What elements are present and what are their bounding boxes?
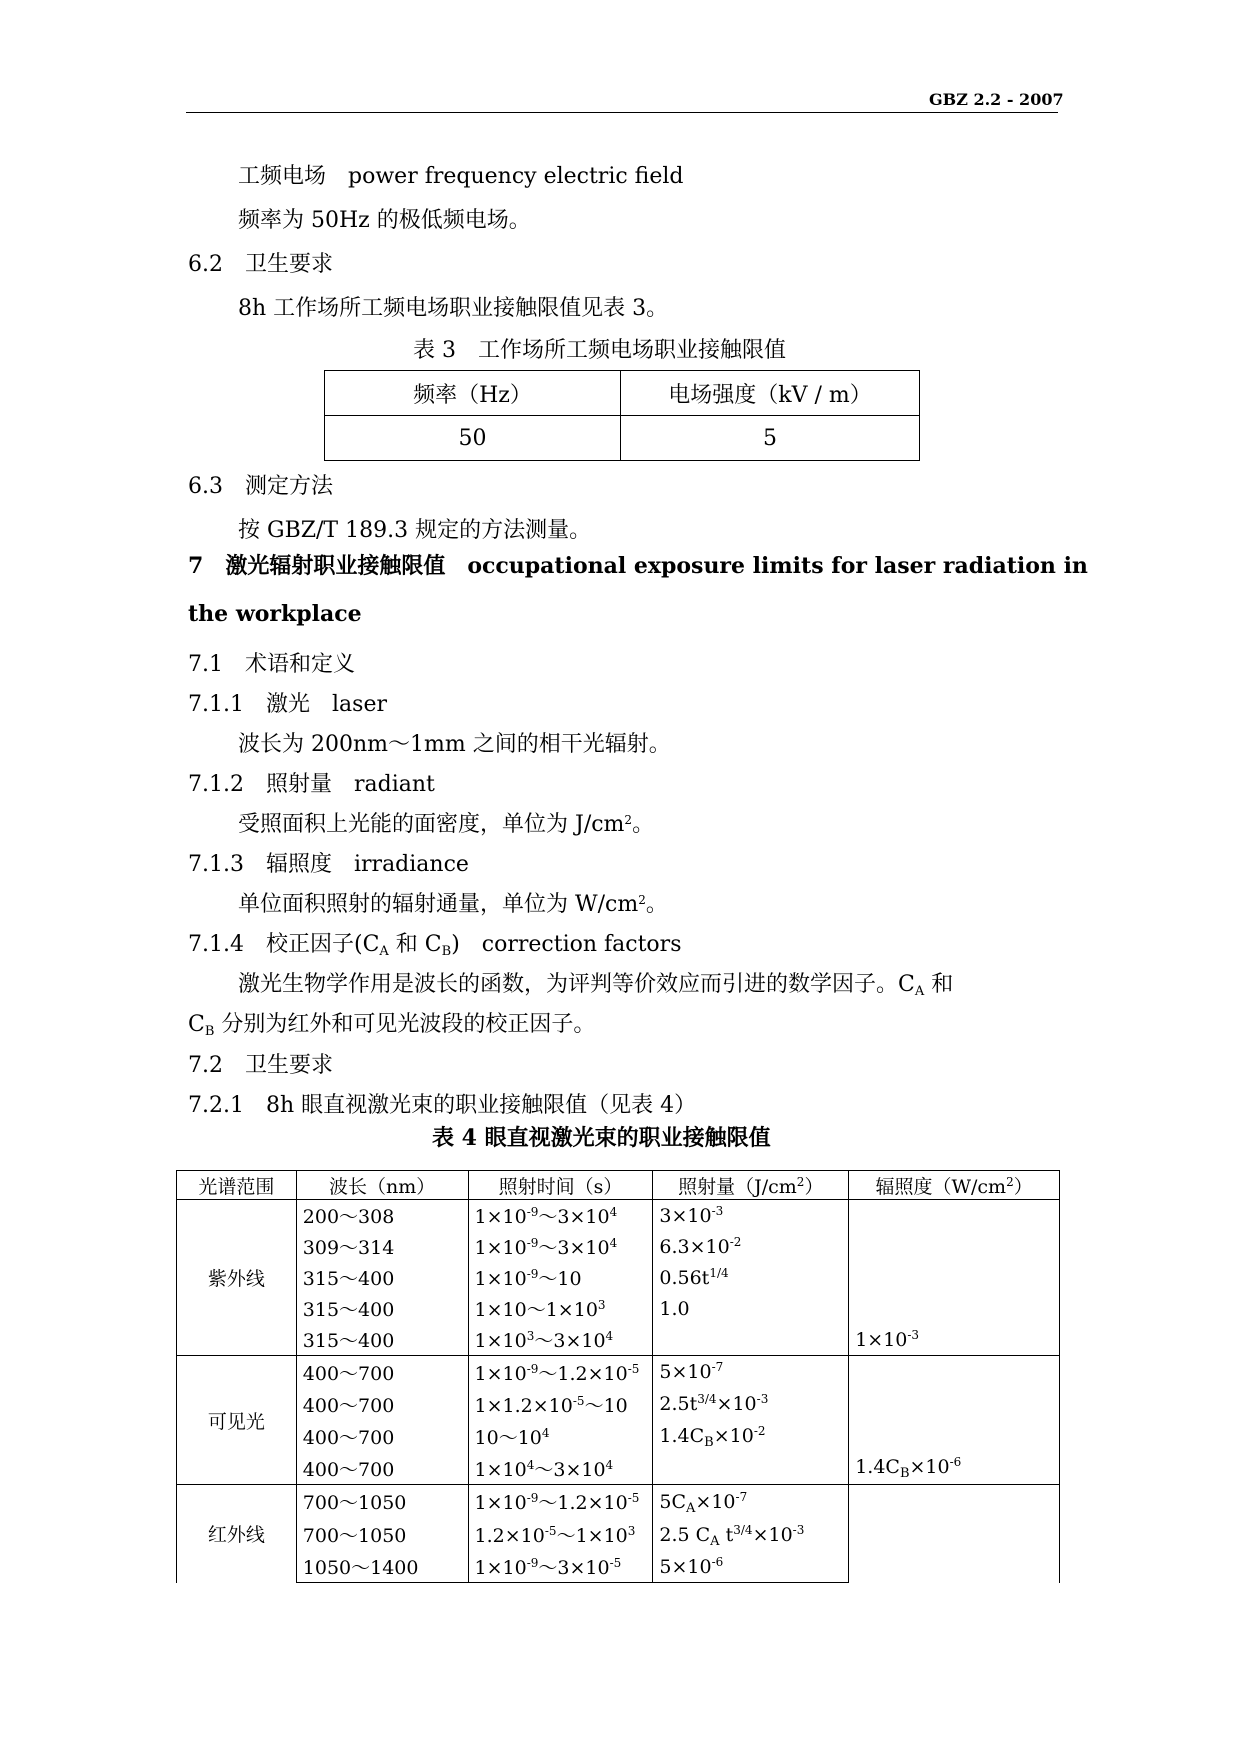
table4-exposure-time: $1\times 10^{-9}\sim 3\times 10^4$ (468, 1231, 653, 1262)
table3-cell-strength: 5 (621, 416, 920, 461)
table4-wavelength: 400～700 (296, 1452, 468, 1485)
table-row (177, 1485, 1060, 1519)
table4-irradiance (849, 1485, 1060, 1583)
table4-exposure-time: $1\times 10^4\sim 3\times 10^4$ (468, 1452, 653, 1485)
section-7-heading: 7 激光辐射职业接触限值 occupational exposure limits for laser radiation in (188, 553, 1088, 579)
table4-exposure-time: $1\times 10^{-9}\sim 10$ (468, 1262, 653, 1293)
table4-radiant-exposure (653, 1452, 849, 1485)
section-7-1-3-heading: 7.1.3 辐照度 irradiance (188, 852, 469, 877)
table4-radiant-exposure: $5\times 10^{-6}$ (653, 1551, 849, 1583)
table4-wavelength: 700～1050 (296, 1485, 468, 1519)
table4-radiant-exposure: $6.3\times 10^{-2}$ (653, 1231, 849, 1262)
table4-header-irradiance: 辐照度$(W/cm^2)$ (849, 1171, 1060, 1200)
table4-category-infrared: 红外线 (177, 1485, 297, 1583)
table4-exposure-time: $1\times 10^3\sim 3\times 10^4$ (468, 1324, 653, 1356)
term-en: power frequency electric field (348, 164, 684, 189)
term-definition: 频率为 50Hz 的极低频电场。 (238, 208, 531, 233)
table4-header-radiant-exposure: 照射量$(J/cm^2)$ (653, 1171, 849, 1200)
section-7-2-heading: 7.2 卫生要求 (188, 1053, 334, 1078)
table4-radiant-exposure: $2.5t^{3/4}\times 10^{-3}$ (653, 1388, 849, 1420)
table4-radiant-exposure: $1.4C_B\times 10^{-2}$ (653, 1420, 849, 1452)
table4-header-wavelength: 波长（nm） (296, 1171, 468, 1200)
section-7-1-4-definition: 激光生物学作用是波长的函数，为评判等价效应而引进的数学因子。$C_A$ 和 (238, 972, 954, 999)
section-6-3-text: 按 GBZ/T 189.3 规定的方法测量。 (238, 518, 592, 543)
table4-exposure-time: $1\times 10^{-9}\sim 3\times 10^{-5}$ (468, 1551, 653, 1583)
section-6-3-heading: 6.3 测定方法 (188, 474, 334, 499)
table4-wavelength: 315～400 (296, 1293, 468, 1324)
table4-category-uv: 紫外线 (177, 1200, 297, 1356)
section-7-1-4-heading: 7.1.4 校正因子($C_A$ 和 $C_B$) correction factors (188, 932, 682, 959)
section-6-2-heading: 6.2 卫生要求 (188, 252, 334, 277)
table4-exposure-time: $1\times 1.2\times 10^{-5}\sim 10$ (468, 1388, 653, 1420)
term-cn: 工频电场 (238, 164, 327, 189)
section-7-1-heading: 7.1 术语和定义 (188, 652, 356, 677)
table3-caption: 表 3 工作场所工频电场职业接触限值 (413, 338, 786, 363)
table4-wavelength: 400～700 (296, 1388, 468, 1420)
table4 (176, 1170, 1060, 1583)
table4-radiant-exposure (653, 1324, 849, 1356)
table4-caption: 表 4 眼直视激光束的职业接触限值 (432, 1125, 771, 1151)
table4-exposure-time: $10\sim 10^4$ (468, 1420, 653, 1452)
section-7-1-1-heading: 7.1.1 激光 laser (188, 692, 387, 717)
table3-header-field-strength: 电场强度（kV / m） (621, 371, 920, 416)
table4-radiant-exposure: $3\times 10^{-3}$ (653, 1200, 849, 1232)
term-power-frequency (238, 163, 683, 191)
table-row (177, 1200, 1060, 1232)
table4-exposure-time: $1\times 10^{-9}\sim 1.2\times 10^{-5}$ (468, 1356, 653, 1389)
table4-radiant-exposure: $5\times 10^{-7}$ (653, 1356, 849, 1389)
table4-wavelength: 200～308 (296, 1200, 468, 1232)
table-row (177, 1356, 1060, 1389)
section-7-1-2-heading: 7.1.2 照射量 radiant (188, 772, 435, 797)
table4-exposure-time: $1\times 10^{-9}\sim 3\times 10^4$ (468, 1200, 653, 1232)
table4-wavelength: 315～400 (296, 1262, 468, 1293)
header-rule (186, 112, 1058, 113)
table4-exposure-time: $1\times 10\sim 1\times 10^3$ (468, 1293, 653, 1324)
section-7-2-1-heading: 7.2.1 8h 眼直视激光束的职业接触限值（见表 4） (188, 1093, 697, 1118)
table4-header-exposure-time: 照射时间（s） (468, 1171, 653, 1200)
section-6-2-text: 8h 工作场所工频电场职业接触限值见表 3。 (238, 296, 669, 321)
table3-cell-frequency: 50 (325, 416, 621, 461)
table4-category-visible: 可见光 (177, 1356, 297, 1485)
section-7-heading-cont: the workplace (188, 601, 362, 627)
table4-exposure-time: $1.2\times 10^{-5}\sim 1\times 10^3$ (468, 1518, 653, 1551)
table3-header-frequency: 频率（Hz） (325, 371, 621, 416)
table4-exposure-time: $1\times 10^{-9}\sim 1.2\times 10^{-5}$ (468, 1485, 653, 1519)
table4-wavelength: 315～400 (296, 1324, 468, 1356)
table4-irradiance: $1.4C_B\times 10^{-6}$ (849, 1356, 1060, 1485)
table4-radiant-exposure: $0.56t^{1/4}$ (653, 1262, 849, 1293)
table3 (324, 370, 920, 461)
section-7-1-3-definition: 单位面积照射的辐射通量，单位为 $W/cm^2$。 (238, 892, 668, 917)
section-7-1-2-definition: 受照面积上光能的面密度，单位为 $J/cm^2$。 (238, 812, 655, 837)
document-code: GBZ 2.2 - 2007 (929, 90, 1064, 109)
table4-wavelength: 700～1050 (296, 1518, 468, 1551)
table4-radiant-exposure: 1.0 (653, 1293, 849, 1324)
section-7-1-1-definition: 波长为 200nm～1mm 之间的相干光辐射。 (238, 732, 671, 757)
table4-radiant-exposure: 2.5 $C_A$ $t^{3/4}\times 10^{-3}$ (653, 1518, 849, 1551)
table4-radiant-exposure: $5C_A\times 10^{-7}$ (653, 1485, 849, 1519)
table4-wavelength: 1050～1400 (296, 1551, 468, 1583)
table4-wavelength: 400～700 (296, 1420, 468, 1452)
table4-wavelength: 309～314 (296, 1231, 468, 1262)
table4-irradiance: $1\times 10^{-3}$ (849, 1200, 1060, 1356)
table4-wavelength: 400～700 (296, 1356, 468, 1389)
table4-header-spectrum: 光谱范围 (177, 1171, 297, 1200)
section-7-1-4-definition-cont: $C_B$ 分别为红外和可见光波段的校正因子。 (188, 1012, 596, 1039)
